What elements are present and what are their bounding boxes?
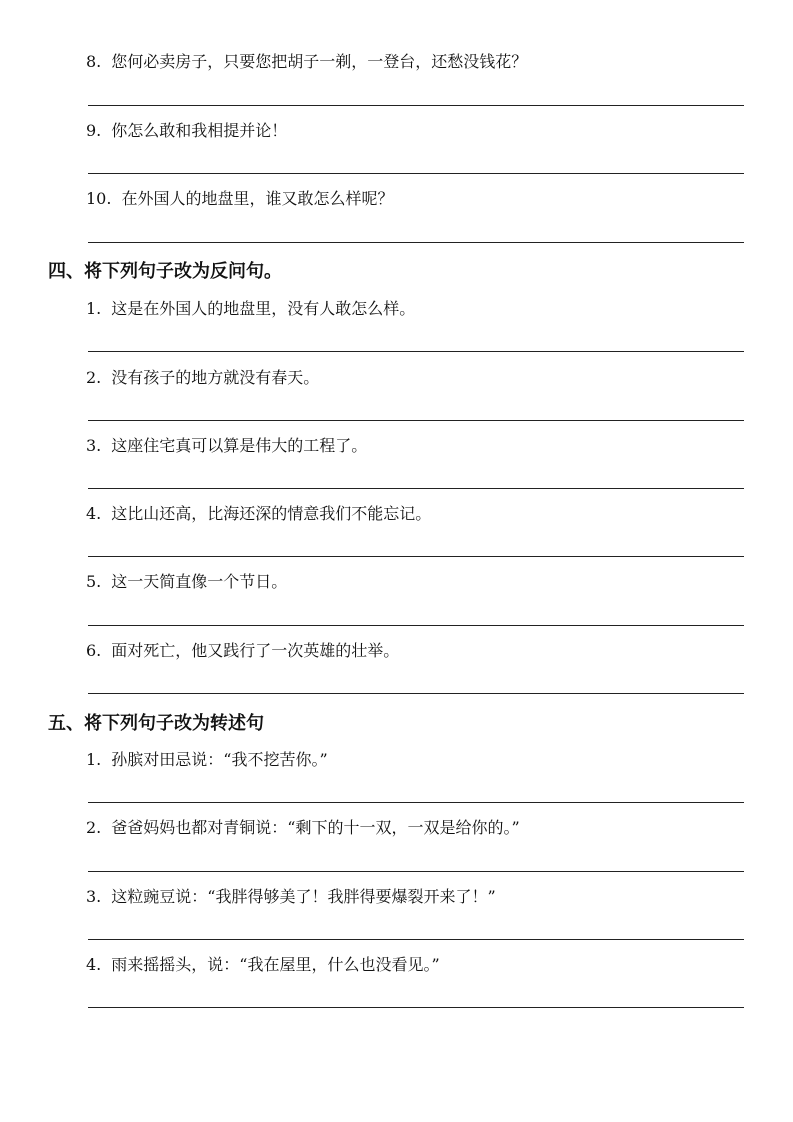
question-number: 5. bbox=[86, 572, 102, 591]
question-number: 6. bbox=[86, 641, 102, 660]
question-text: 没有孩子的地方就没有春天。 bbox=[111, 368, 320, 387]
question-number: 2. bbox=[86, 368, 102, 387]
answer-line[interactable] bbox=[88, 871, 744, 872]
answer-line[interactable] bbox=[88, 939, 744, 940]
question-text: 这是在外国人的地盘里，没有人敢怎么样。 bbox=[111, 299, 416, 318]
question-item bbox=[86, 436, 367, 456]
question-item bbox=[86, 504, 431, 524]
question-text: 这粒豌豆说：“我胖得够美了！我胖得要爆裂开来了！” bbox=[111, 887, 496, 906]
question-item bbox=[86, 52, 527, 72]
answer-line[interactable] bbox=[88, 173, 744, 174]
question-text: 这一天简直像一个节日。 bbox=[111, 572, 288, 591]
answer-line[interactable] bbox=[88, 351, 744, 352]
question-number: 4. bbox=[86, 955, 102, 974]
question-item bbox=[86, 572, 287, 592]
question-item bbox=[86, 121, 287, 141]
question-text: 面对死亡，他又践行了一次英雄的壮举。 bbox=[111, 641, 400, 660]
answer-line[interactable] bbox=[88, 802, 744, 803]
answer-line[interactable] bbox=[88, 693, 744, 694]
question-item bbox=[86, 955, 440, 975]
question-item bbox=[86, 368, 319, 388]
question-text: 您何必卖房子，只要您把胡子一剃，一登台，还愁没钱花？ bbox=[111, 52, 528, 71]
question-item bbox=[86, 818, 520, 838]
question-text: 孙膑对田忌说：“我不挖苦你。” bbox=[111, 750, 328, 769]
answer-line[interactable] bbox=[88, 625, 744, 626]
answer-line[interactable] bbox=[88, 556, 744, 557]
question-number: 4. bbox=[86, 504, 102, 523]
question-text: 爸爸妈妈也都对青铜说：“剩下的十一双，一双是给你的。” bbox=[111, 818, 520, 837]
question-item bbox=[86, 750, 328, 770]
section-heading: 五、将下列句子改为转述句 bbox=[48, 713, 264, 734]
question-item bbox=[86, 887, 496, 907]
question-item bbox=[86, 189, 393, 209]
question-number: 3. bbox=[86, 887, 102, 906]
question-number: 10. bbox=[86, 189, 112, 208]
answer-line[interactable] bbox=[88, 105, 744, 106]
question-item bbox=[86, 641, 399, 661]
question-number: 1. bbox=[86, 299, 102, 318]
question-number: 2. bbox=[86, 818, 102, 837]
question-item bbox=[86, 299, 415, 319]
section-heading: 四、将下列句子改为反问句。 bbox=[48, 261, 282, 282]
question-number: 1. bbox=[86, 750, 102, 769]
answer-line[interactable] bbox=[88, 488, 744, 489]
question-number: 9. bbox=[86, 121, 102, 140]
question-text: 这座住宅真可以算是伟大的工程了。 bbox=[111, 436, 368, 455]
answer-line[interactable] bbox=[88, 420, 744, 421]
question-text: 你怎么敢和我相提并论！ bbox=[111, 121, 288, 140]
question-number: 3. bbox=[86, 436, 102, 455]
question-text: 雨来摇摇头，说：“我在屋里，什么也没看见。” bbox=[111, 955, 440, 974]
question-text: 这比山还高，比海还深的情意我们不能忘记。 bbox=[111, 504, 432, 523]
answer-line[interactable] bbox=[88, 242, 744, 243]
question-text: 在外国人的地盘里，谁又敢怎么样呢？ bbox=[121, 189, 394, 208]
question-number: 8. bbox=[86, 52, 102, 71]
answer-line[interactable] bbox=[88, 1007, 744, 1008]
